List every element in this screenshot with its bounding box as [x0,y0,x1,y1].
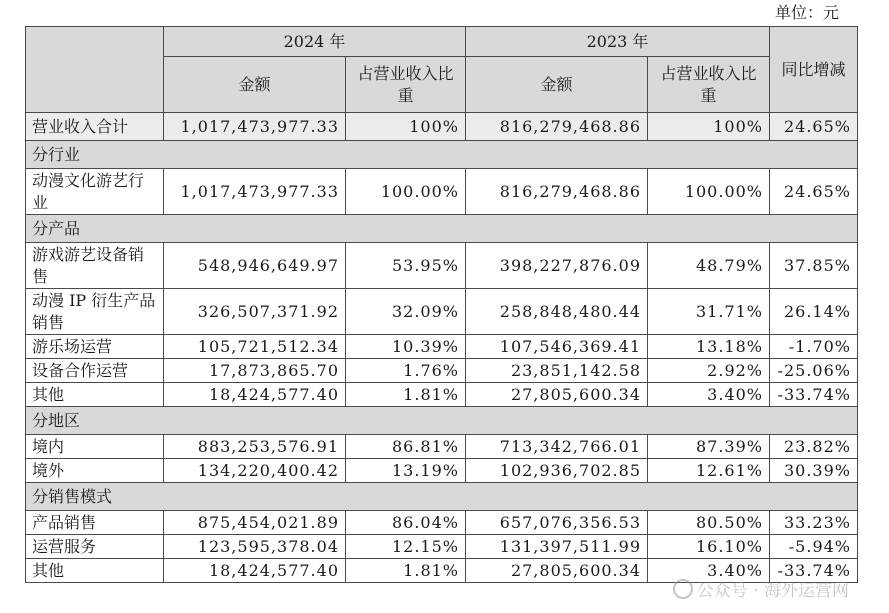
row-label: 境外 [26,459,164,483]
table-row [26,335,858,359]
header-blank [26,27,164,113]
table-row [26,559,858,583]
table-row [26,435,858,459]
share-2023-cell: 87.39% [648,435,770,459]
share-2023-cell: 100.00% [648,169,770,215]
amount-2024-cell: 875,454,021.89 [164,511,346,535]
yoy-cell: -1.70% [770,335,858,359]
header-amount-2024: 金额 [164,57,346,113]
share-2023-cell: 16.10% [648,535,770,559]
section-row [26,215,858,243]
share-2024-cell: 32.09% [346,289,466,335]
amount-2024-cell: 105,721,512.34 [164,335,346,359]
row-label: 动漫 IP 衍生产品销售 [26,289,164,335]
section-label: 分销售模式 [26,483,858,511]
amount-2023-cell: 27,805,600.34 [466,383,648,407]
amount-2023-cell: 23,851,142.58 [466,359,648,383]
amount-2023-cell: 131,397,511.99 [466,535,648,559]
yoy-cell: 24.65% [770,169,858,215]
row-label: 游乐场运营 [26,335,164,359]
share-2023-cell: 80.50% [648,511,770,535]
header-year-2024: 2024 年 [164,27,466,57]
share-2024-cell: 86.81% [346,435,466,459]
amount-2023-cell: 107,546,369.41 [466,335,648,359]
total-row [26,113,858,141]
amount-2023-cell: 258,848,480.44 [466,289,648,335]
table-row [26,511,858,535]
amount-2024-cell: 883,253,576.91 [164,435,346,459]
share-2024-cell: 1.76% [346,359,466,383]
amount-2024-cell: 1,017,473,977.33 [164,113,346,141]
section-row [26,141,858,169]
share-2024-cell: 10.39% [346,335,466,359]
header-amount-2023: 金额 [466,57,648,113]
table-row [26,243,858,289]
yoy-cell: -33.74% [770,559,858,583]
share-2023-cell: 3.40% [648,383,770,407]
amount-2024-cell: 326,507,371.92 [164,289,346,335]
share-2024-cell: 100% [346,113,466,141]
amount-2023-cell: 398,227,876.09 [466,243,648,289]
table-row [26,383,858,407]
share-2023-cell: 100% [648,113,770,141]
yoy-cell: 24.65% [770,113,858,141]
share-2023-cell: 13.18% [648,335,770,359]
row-label: 其他 [26,383,164,407]
yoy-cell: -25.06% [770,359,858,383]
header-year-2023: 2023 年 [466,27,770,57]
section-row [26,407,858,435]
yoy-cell: 37.85% [770,243,858,289]
table-row [26,535,858,559]
share-2024-cell: 53.95% [346,243,466,289]
amount-2023-cell: 102,936,702.85 [466,459,648,483]
amount-2024-cell: 548,946,649.97 [164,243,346,289]
row-label: 游戏游艺设备销售 [26,243,164,289]
yoy-cell: -5.94% [770,535,858,559]
row-label: 动漫文化游艺行业 [26,169,164,215]
amount-2024-cell: 18,424,577.40 [164,559,346,583]
share-2023-cell: 48.79% [648,243,770,289]
share-2023-cell: 31.71% [648,289,770,335]
share-2024-cell: 100.00% [346,169,466,215]
amount-2024-cell: 134,220,400.42 [164,459,346,483]
table-row [26,289,858,335]
row-label: 其他 [26,559,164,583]
amount-2023-cell: 816,279,468.86 [466,169,648,215]
row-label: 运营服务 [26,535,164,559]
row-label: 境内 [26,435,164,459]
share-2024-cell: 86.04% [346,511,466,535]
unit-label: 单位：元 [774,3,839,22]
amount-2024-cell: 18,424,577.40 [164,383,346,407]
share-2024-cell: 13.19% [346,459,466,483]
watermark-text: 公众号 · 海外运营网 [696,581,849,601]
table-row [26,169,858,215]
amount-2023-cell: 816,279,468.86 [466,113,648,141]
yoy-cell: 26.14% [770,289,858,335]
yoy-cell: -33.74% [770,383,858,407]
share-2023-cell: 2.92% [648,359,770,383]
yoy-cell: 30.39% [770,459,858,483]
header-share-2023: 占营业收入比重 [648,57,770,113]
row-label: 产品销售 [26,511,164,535]
revenue-table [25,26,858,583]
amount-2023-cell: 713,342,766.01 [466,435,648,459]
section-row [26,483,858,511]
section-label: 分行业 [26,141,858,169]
table-row [26,459,858,483]
row-label: 营业收入合计 [26,113,164,141]
section-label: 分地区 [26,407,858,435]
section-label: 分产品 [26,215,858,243]
share-2024-cell: 1.81% [346,559,466,583]
header-yoy: 同比增减 [770,27,858,113]
yoy-cell: 23.82% [770,435,858,459]
share-2023-cell: 3.40% [648,559,770,583]
amount-2023-cell: 27,805,600.34 [466,559,648,583]
share-2024-cell: 1.81% [346,383,466,407]
amount-2024-cell: 123,595,378.04 [164,535,346,559]
header-share-2024: 占营业收入比重 [346,57,466,113]
amount-2023-cell: 657,076,356.53 [466,511,648,535]
table-row [26,359,858,383]
yoy-cell: 33.23% [770,511,858,535]
table-body [26,113,858,583]
row-label: 设备合作运营 [26,359,164,383]
share-2024-cell: 12.15% [346,535,466,559]
share-2023-cell: 12.61% [648,459,770,483]
amount-2024-cell: 17,873,865.70 [164,359,346,383]
amount-2024-cell: 1,017,473,977.33 [164,169,346,215]
